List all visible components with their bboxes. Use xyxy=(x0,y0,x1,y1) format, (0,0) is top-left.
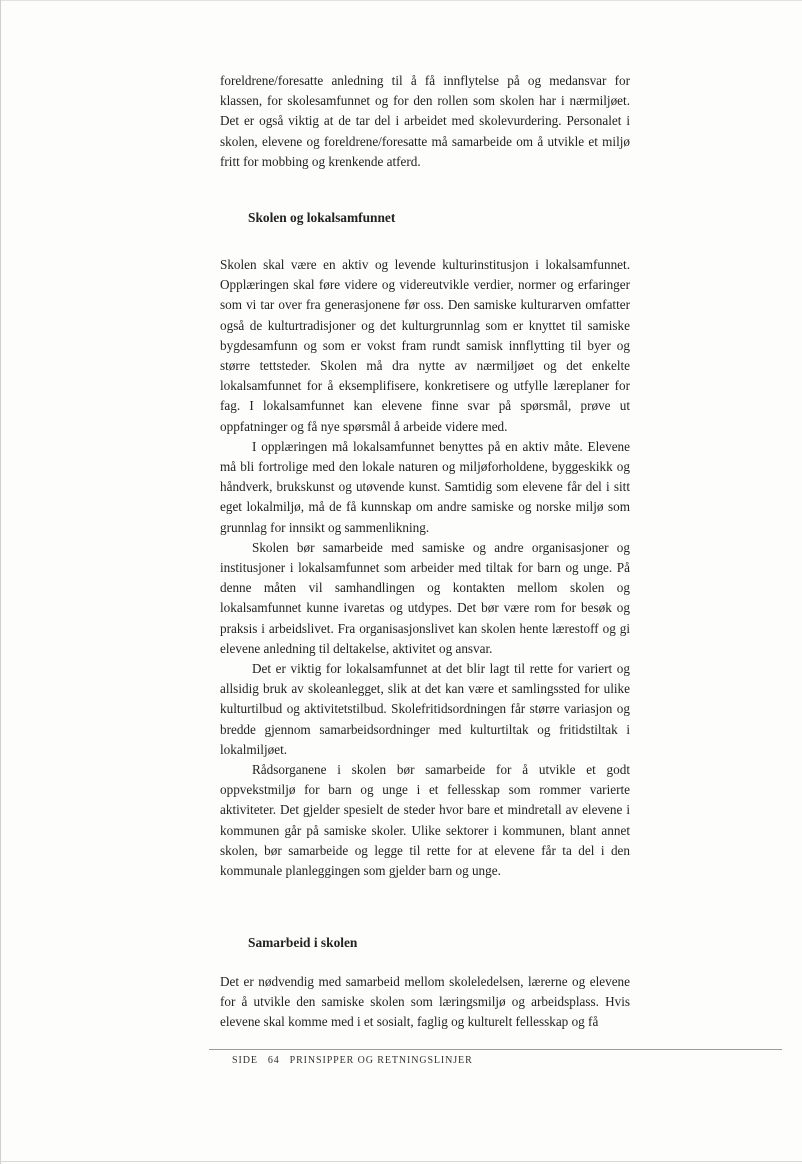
intro-paragraph: foreldrene/foresatte anledning til å få innflytelse på og medansvar for klassen, for skolesamfunnet og for den rollen som skolen har i nærmiljøet. Det er også viktig at de tar del i arbeidet med skolevurdering. Personalet i skolen, elevene og foreldrene/foresatte må samarbeide om å utvikle et miljø fritt for mobbing og krenkende atferd. xyxy=(220,73,630,169)
footer-side-label: SIDE xyxy=(232,1055,258,1066)
intro-block xyxy=(220,71,630,172)
page-edge-left xyxy=(0,0,1,1164)
section-heading-lokalsamfunnet: Skolen og lokalsamfunnet xyxy=(248,210,396,225)
section-lokalsamfunnet-body xyxy=(220,255,630,881)
body-paragraph: Rådsorganene i skolen bør samarbeide for å utvikle et godt oppvekstmiljø for barn og unge i et fellesskap som rommer varierte aktiviteter. Det gjelder spesielt de steder hvor bare et mindretall av elevene i kommunen går på samiske skoler. Ulike sektorer i kommunen, blant annet skolen, bør samarbeide og legge til rette for at elevene får ta del i den kommunale planleggingen som gjelder barn og unge. xyxy=(220,762,630,879)
body-paragraph: Skolen skal være en aktiv og levende kulturinstitusjon i lokalsamfunnet. Opplæringen skal føre videre og videreutvikle verdier, normer og erfaringer som vi tar over fra generasjonene før oss. Den samiske kulturarven omfatter også de kulturtradisjoner og det kulturgrunnlag som er knyttet til samiske bygdesamfunn og som er vokst fram rundt samisk innflytting til byer og større tettsteder. Skolen må dra nytte av nærmiljøet og det enkelte lokalsamfunnet for å eksemplifisere, konkretisere og utfylle læreplaner for fag. I lokalsamfunnet kan elevene finne svar på spørsmål, prøve ut oppfatninger og få nye spørsmål å arbeide videre med. xyxy=(220,257,630,434)
footer-section-title: PRINSIPPER OG RETNINGSLINJER xyxy=(289,1055,473,1066)
section-heading-samarbeid: Samarbeid i skolen xyxy=(248,935,358,950)
body-paragraph: I opplæringen må lokalsamfunnet benyttes på en aktiv måte. Elevene må bli fortrolige med den lokale naturen og miljøforholdene, byggeskikk og håndverk, brukskunst og utøvende kunst. Samtidig som elevene får del i sitt eget lokalmiljø, må de få kunnskap om andre samiske og norske miljø som grunnlag for innsikt og sammenlikning. xyxy=(220,438,630,535)
body-paragraph: Skolen bør samarbeide med samiske og andre organisasjoner og institusjoner i lokalsamfunnet som arbeider med tiltak for barn og unge. På denne måten vil samhandlingen og kontakten mellom skolen og lokalsamfunnet kunne ivaretas og utdypes. Det bør være rom for besøk og praksis i arbeidslivet. Fra organisasjonslivet kan skolen hente lærestoff og gi elevene anledning til deltakelse, aktivitet og ansvar. xyxy=(220,539,630,656)
footer-page-number: 64 xyxy=(267,1055,280,1066)
section-samarbeid-body xyxy=(220,972,630,1033)
page-footer xyxy=(232,1055,473,1066)
page-edge-top xyxy=(0,0,802,1)
body-paragraph: Det er nødvendig med samarbeid mellom skoleledelsen, lærerne og elevene for å utvikle den samiske skolen som læringsmiljø og arbeidsplass. Hvis elevene skal komme med i et sosialt, faglig og kulturelt fellesskap og få xyxy=(220,974,630,1030)
footer-divider xyxy=(209,1049,782,1050)
page-edge-bottom xyxy=(0,1161,802,1162)
body-paragraph: Det er viktig for lokalsamfunnet at det blir lagt til rette for variert og allsidig bruk av skoleanlegget, slik at det kan være et samlingssted for ulike kulturtilbud og aktivitetstilbud. Skolefritidsordningen får større variasjon og bredde gjennom samarbeidsordninger med kulturtiltak og fritidstiltak i lokalmiljøet. xyxy=(220,661,630,757)
